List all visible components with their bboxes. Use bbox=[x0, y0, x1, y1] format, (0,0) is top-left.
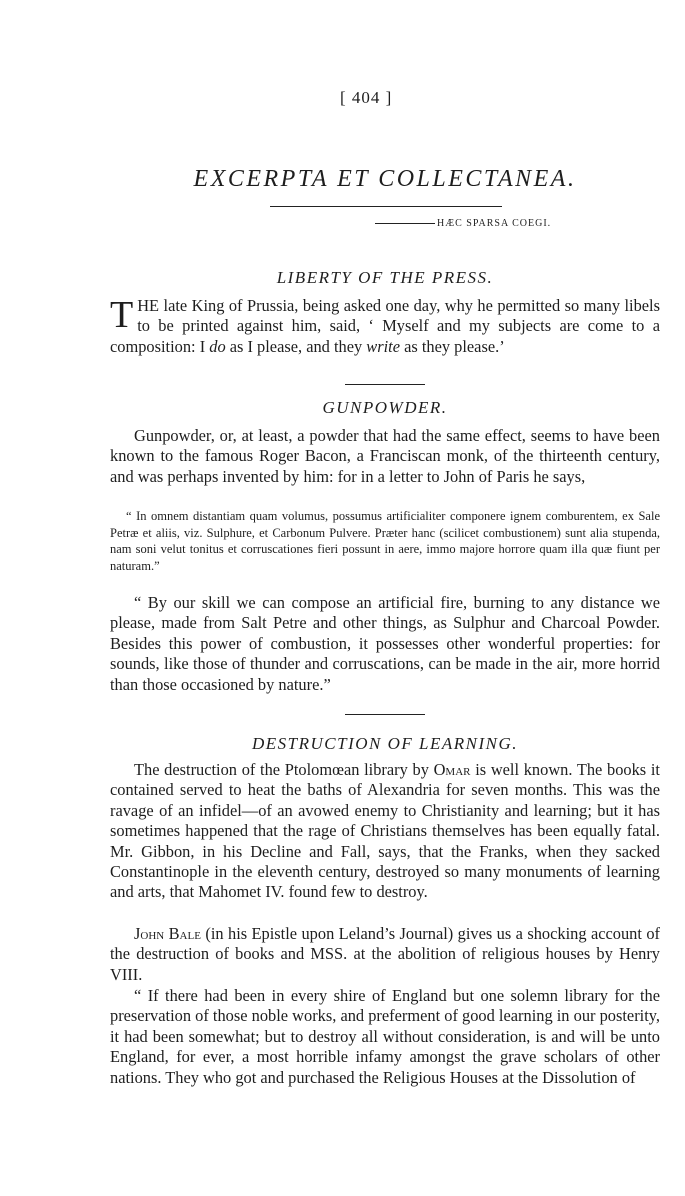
paragraph-translation: “ By our skill we can compose an artificial fire, burning to any distance we please, made from Salt Petre and other things, as Sulphur and Charcoal Powder. Besides this power of combustion, it possesses other wonderful properties: for sounds, like those of thunder and corruscations, can be made in the air, more horrid than those occasioned by nature.” bbox=[110, 593, 660, 694]
paragraph-library-quote: “ If there had been in every shire of England but one solemn library for the preservation of those noble works, and preferment of good learning in our posterity, it had been somewhat; but to destroy all without consideration, is and will be unto England, for ever, a most horrible infamy amongst the grave scholars of other nations. They who got and purchased the Religious Houses at the Dissolution of bbox=[110, 986, 660, 1087]
paragraph-bale bbox=[110, 924, 660, 985]
motto-text: HÆC SPARSA COEGI. bbox=[437, 218, 552, 229]
title-rule bbox=[270, 206, 502, 207]
liberty-emphasis-write: write bbox=[366, 336, 400, 356]
section-heading-learning: DESTRUCTION OF LEARNING. bbox=[252, 734, 518, 753]
section-heading-liberty: LIBERTY OF THE PRESS. bbox=[276, 268, 494, 287]
omar-text-1: The destruction of the Ptolomœan library by bbox=[134, 760, 434, 779]
section-divider bbox=[345, 714, 425, 715]
liberty-text-2: as I please, and they bbox=[225, 336, 367, 356]
paragraph-latin-quote: “ In omnem distantiam quam volumus, possumus artificialiter componere ignem comburentem, ex Sale Petræ et aliis, viz. Sulphure, et Carbonum Pulvere. Præter hanc (scilicet combustionem) sunt alia stupenda, nam soni velut tonitus et corruscationes fieri possunt in aere, immo majore horrore quam illa quæ fiunt per naturam.” bbox=[110, 509, 660, 573]
liberty-emphasis-do: do bbox=[209, 336, 226, 356]
drop-cap: T bbox=[110, 294, 134, 336]
liberty-text-3: as they please.’ bbox=[399, 336, 505, 356]
motto bbox=[375, 218, 551, 229]
motto-dash bbox=[375, 223, 435, 224]
paragraph-omar bbox=[110, 760, 660, 903]
bale-text: (in his Epistle upon Leland’s Journal) gives us a shocking account of the destruction of books and MSS. at the abolition of religious houses by Henry VIII. bbox=[110, 924, 660, 984]
name-john-bale: John Bale bbox=[134, 924, 201, 943]
liberty-text-1: HE late King of Prussia, being asked one day, why he permitted so many libels to be printed against him, said, ‘ Myself and my subjects are come to a composition: I bbox=[110, 296, 660, 356]
page-number: [ 404 ] bbox=[340, 88, 393, 107]
paragraph-gunpowder-intro: Gunpowder, or, at least, a powder that had the same effect, seems to have been known to the famous Roger Bacon, a Franciscan monk, of the thirteenth century, and was perhaps invented by him: for in a letter to John of Paris he says, bbox=[110, 426, 660, 486]
paragraph-liberty bbox=[110, 296, 660, 357]
name-omar: Omar bbox=[433, 760, 471, 779]
page-title: EXCERPTA ET COLLECTANEA. bbox=[193, 166, 577, 192]
section-heading-gunpowder: GUNPOWDER. bbox=[322, 398, 448, 417]
omar-text-2: is well known. The books it contained served to heat the baths of Alexandria for seven months. This was the ravage of an infidel—of an avowed enemy to Christianity and learning; but it has sometimes happened that the rage of Christians themselves has been equally fatal. Mr. Gibbon, in his Decline and Fall, says, that the Franks, when they sacked Constantinople in the eleventh century, destroyed so many monuments of learning and arts, that Mahomet IV. found few to destroy. bbox=[110, 760, 660, 902]
section-divider bbox=[345, 384, 425, 385]
